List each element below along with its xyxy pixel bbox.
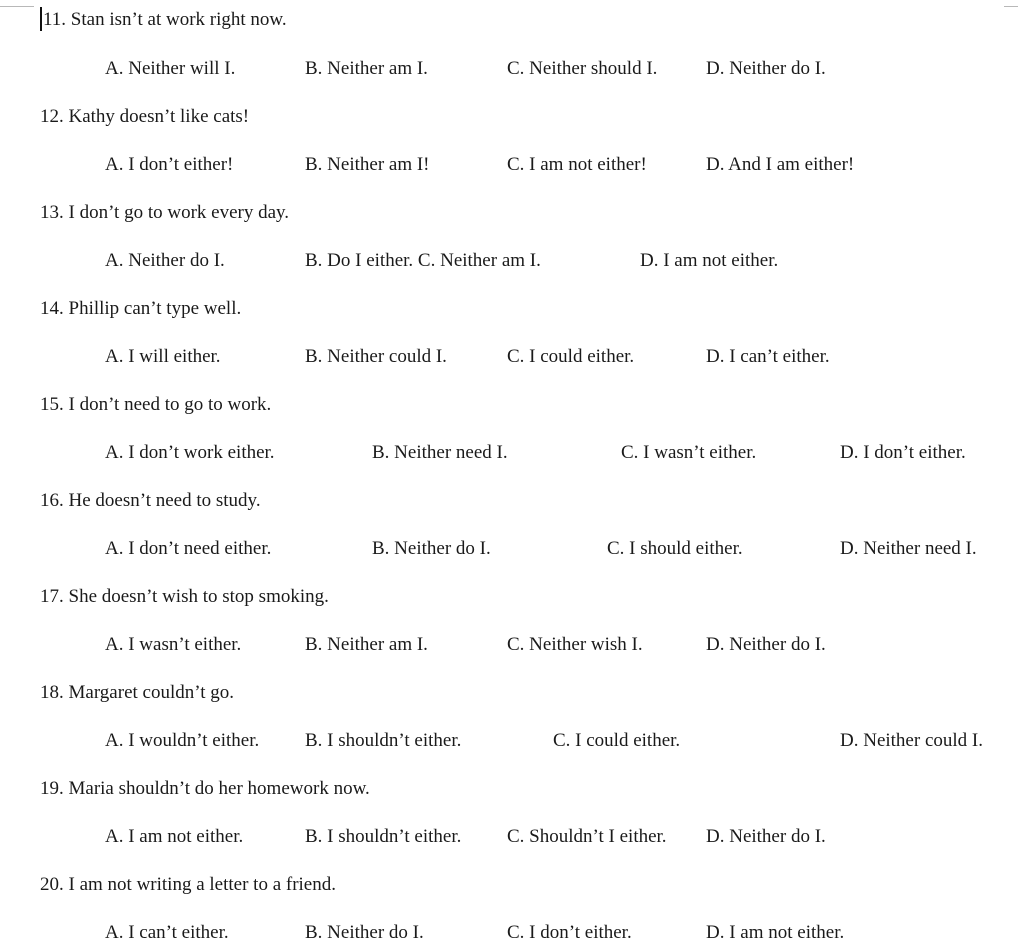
option-17-a: A. I wasn’t either. xyxy=(105,634,242,655)
option-15-d: D. I don’t either. xyxy=(840,442,966,463)
option-11-c: C. Neither should I. xyxy=(507,58,658,79)
option-18-c: C. I could either. xyxy=(553,730,681,751)
option-15-b: B. Neither need I. xyxy=(372,442,508,463)
option-11-a: A. Neither will I. xyxy=(105,58,236,79)
option-18-b: B. I shouldn’t either. xyxy=(305,730,462,751)
option-20-c: C. I don’t either. xyxy=(507,922,632,943)
question-14: 14. Phillip can’t type well. xyxy=(40,298,242,319)
option-13-bc: B. Do I either. C. Neither am I. xyxy=(305,250,541,271)
text-cursor xyxy=(40,7,42,31)
option-19-d: D. Neither do I. xyxy=(706,826,826,847)
question-13: 13. I don’t go to work every day. xyxy=(40,202,290,223)
question-11: 11. Stan isn’t at work right now. xyxy=(43,9,287,30)
option-19-c: C. Shouldn’t I either. xyxy=(507,826,667,847)
option-15-a: A. I don’t work either. xyxy=(105,442,275,463)
option-14-a: A. I will either. xyxy=(105,346,221,367)
option-14-b: B. Neither could I. xyxy=(305,346,447,367)
option-14-d: D. I can’t either. xyxy=(706,346,830,367)
question-20: 20. I am not writing a letter to a friend. xyxy=(40,874,336,895)
option-17-c: C. Neither wish I. xyxy=(507,634,643,655)
question-19: 19. Maria shouldn’t do her homework now. xyxy=(40,778,370,799)
option-12-b: B. Neither am I! xyxy=(305,154,430,175)
question-17: 17. She doesn’t wish to stop smoking. xyxy=(40,586,329,607)
page-corner-mark xyxy=(1004,6,1018,7)
option-12-c: C. I am not either! xyxy=(507,154,647,175)
page-corner-mark xyxy=(0,6,34,7)
option-13-d: D. I am not either. xyxy=(640,250,779,271)
option-15-c: C. I wasn’t either. xyxy=(621,442,757,463)
option-12-a: A. I don’t either! xyxy=(105,154,234,175)
option-11-b: B. Neither am I. xyxy=(305,58,428,79)
option-19-a: A. I am not either. xyxy=(105,826,244,847)
question-15: 15. I don’t need to go to work. xyxy=(40,394,272,415)
option-11-d: D. Neither do I. xyxy=(706,58,826,79)
option-20-b: B. Neither do I. xyxy=(305,922,424,943)
option-13-a: A. Neither do I. xyxy=(105,250,225,271)
question-12: 12. Kathy doesn’t like cats! xyxy=(40,106,250,127)
question-16: 16. He doesn’t need to study. xyxy=(40,490,261,511)
option-16-b: B. Neither do I. xyxy=(372,538,491,559)
option-18-a: A. I wouldn’t either. xyxy=(105,730,260,751)
question-18: 18. Margaret couldn’t go. xyxy=(40,682,235,703)
option-18-d: D. Neither could I. xyxy=(840,730,983,751)
option-17-b: B. Neither am I. xyxy=(305,634,428,655)
option-17-d: D. Neither do I. xyxy=(706,634,826,655)
option-16-c: C. I should either. xyxy=(607,538,743,559)
option-19-b: B. I shouldn’t either. xyxy=(305,826,462,847)
option-16-a: A. I don’t need either. xyxy=(105,538,272,559)
option-12-d: D. And I am either! xyxy=(706,154,855,175)
option-14-c: C. I could either. xyxy=(507,346,635,367)
option-16-d: D. Neither need I. xyxy=(840,538,977,559)
option-20-a: A. I can’t either. xyxy=(105,922,229,943)
option-20-d: D. I am not either. xyxy=(706,922,845,943)
